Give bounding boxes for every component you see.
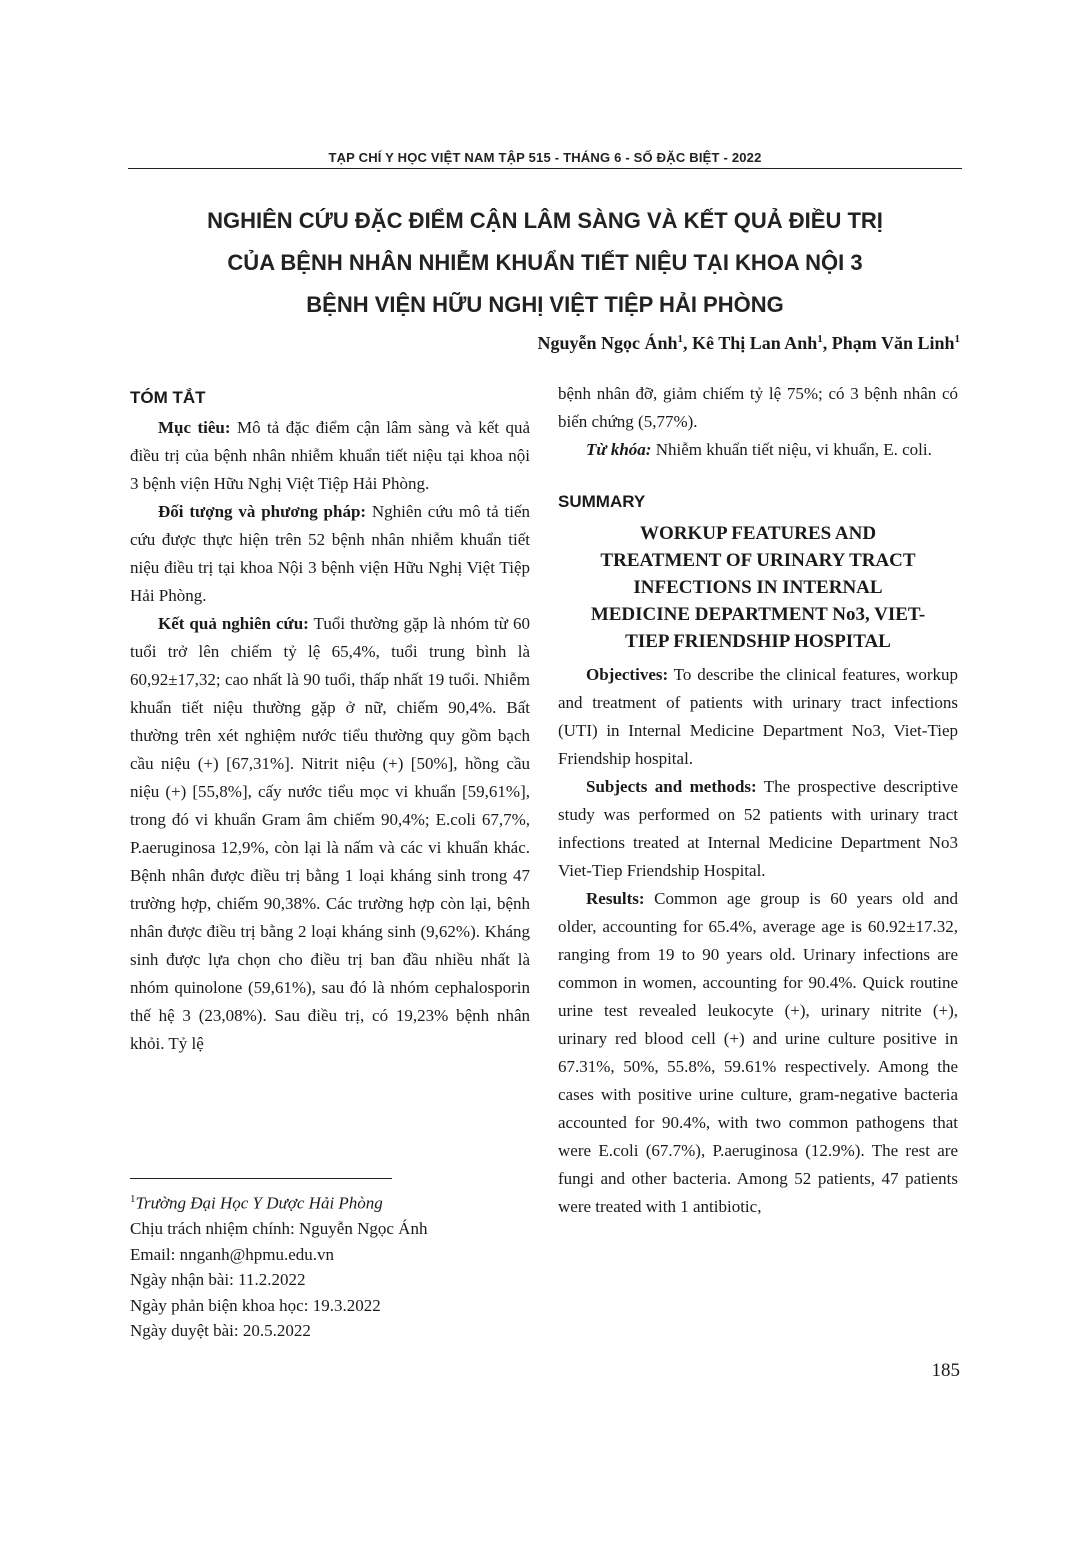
abstract-methods — [130, 498, 530, 610]
results-text: Common age group is 60 years old and older, accounting for 65.4%, average age is 60.92±17.32, ranging from 19 to 90 years old. Urinary infections are common in women, accounting for 90.4%. Quick routine urine test revealed leukocyte (+), urinary nitrite (+), urinary red blood cell (+) and urine culture positive in 67.31%, 50%, 55.8%, 59.61% respectively. Among the cases with positive urine culture, gram-negative bacteria accounted for 90.4%, with two common pathogens that were E.coli (67.7%), P.aeruginosa (12.9%). The rest are fungi and other bacteria. Among 52 patients, 47 patients were treated with 1 antibiotic, — [558, 889, 958, 1216]
abstract-objective — [130, 414, 530, 498]
objective-label: Mục tiêu: — [158, 418, 231, 437]
author-separator: , — [822, 333, 832, 353]
author-affiliation-mark: 1 — [677, 333, 684, 345]
methods-text: The prospective descriptive study was performed on 52 patients with urinary tract infections treated at Internal Medicine Department No3 Viet-Tiep Friendship Hospital. — [558, 777, 958, 880]
summary-heading: SUMMARY — [558, 492, 646, 511]
results-label: Results: — [586, 889, 645, 908]
summary-objectives — [558, 661, 958, 773]
footnote-accepted: Ngày duyệt bài: 20.5.2022 — [130, 1321, 311, 1341]
footnote-affiliation — [130, 1187, 530, 1216]
objective-text: Mô tả đặc điểm cận lâm sàng và kết quả điều trị của bệnh nhân nhiễm khuẩn tiết niệu tại khoa nội 3 bệnh viện Hữu Nghị Việt Tiệp Hải Phòng. — [130, 418, 530, 493]
title-line-1: NGHIÊN CỨU ĐẶC ĐIỂM CẬN LÂM SÀNG VÀ KẾT QUẢ ĐIỀU TRỊ — [207, 208, 883, 233]
abstract-vi-heading: TÓM TẮT — [130, 388, 206, 407]
methods-label: Đối tượng và phương pháp: — [158, 502, 367, 521]
summary-title — [558, 520, 958, 655]
summary-title-line: WORKUP FEATURES AND — [639, 523, 877, 544]
summary-title-line: TIEP FRIENDSHIP HOSPITAL — [625, 631, 891, 652]
abstract-keywords — [558, 436, 958, 464]
header-rule — [128, 168, 962, 169]
left-column — [130, 380, 530, 1058]
summary-results — [558, 885, 958, 1221]
methods-text: Nghiên cứu mô tả tiến cứu được thực hiện trên 52 bệnh nhân nhiễm khuẩn tiết niệu điều trị tại khoa Nội 3 bệnh viện Hữu Nghị Việt Tiệp Hải Phòng. — [130, 502, 530, 605]
affiliation-mark: 1 — [130, 1193, 136, 1205]
author-name: Nguyễn Ngọc Ánh — [537, 333, 678, 353]
summary-methods — [558, 773, 958, 885]
author-separator: , — [683, 333, 693, 353]
journal-header: TẠP CHÍ Y HỌC VIỆT NAM TẬP 515 - THÁNG 6 - SỐ ĐẶC BIỆT - 2022 — [328, 150, 762, 165]
article-title — [128, 200, 962, 326]
footnote-received: Ngày nhận bài: 11.2.2022 — [130, 1270, 306, 1290]
footnote-corresponding: Chịu trách nhiệm chính: Nguyễn Ngọc Ánh — [130, 1219, 428, 1239]
summary-title-line: TREATMENT OF URINARY TRACT — [600, 550, 916, 571]
keywords-text: Nhiễm khuẩn tiết niệu, vi khuẩn, E. coli. — [651, 440, 932, 459]
summary-title-line: INFECTIONS IN INTERNAL — [633, 577, 883, 598]
author-affiliation-mark: 1 — [817, 333, 823, 345]
footnote-email: Email: nnganh@hpmu.edu.vn — [130, 1244, 335, 1264]
summary-title-line: MEDICINE DEPARTMENT No3, VIET- — [590, 604, 926, 625]
results-text: Tuổi thường gặp là nhóm từ 60 tuổi trở lên chiếm tỷ lệ 65,4%, tuổi trung bình là 60,92±17,32; cao nhất là 90 tuổi, thấp nhất 19 tuổi. Nhiễm khuẩn tiết niệu thường gặp ở nữ, chiếm 90,4%. Bất thường trên xét nghiệm nước tiểu thường quy gồm bạch cầu niệu (+) [67,31%]. Nitrit niệu (+) [50%], hồng cầu niệu (+) [55,8%], cấy nước tiểu mọc vi khuẩn [59,61%], trong đó vi khuẩn Gram âm chiếm 90,4%; E.coli 67,7%, P.aeruginosa 12,9%, còn lại là nấm và các vi khuẩn khác. Bệnh nhân được điều trị bằng 1 loại kháng sinh trong 47 trường hợp, chiếm 90,38%. Các trường hợp còn lại, bệnh nhân được điều trị bằng 2 loại kháng sinh (9,62%). Kháng sinh được lựa chọn cho điều trị ban đầu nhiều nhất là nhóm quinolone (59,61%), sau đó là nhóm cephalosporin thế hệ 3 (23,08%). Sau điều trị, có 19,23% bệnh nhân khỏi. Tỷ lệ — [130, 614, 530, 1053]
footnotes — [130, 1178, 530, 1344]
objectives-label: Objectives: — [586, 665, 669, 684]
author-name: Phạm Văn Linh — [831, 333, 955, 353]
abstract-results — [130, 610, 530, 1058]
affiliation-text: Trường Đại Học Y Dược Hải Phòng — [135, 1193, 383, 1213]
author-name: Kê Thị Lan Anh — [692, 333, 818, 353]
results-label: Kết quả nghiên cứu: — [158, 614, 309, 633]
authors — [538, 333, 960, 354]
author-affiliation-mark: 1 — [954, 333, 960, 345]
title-line-2: CỦA BỆNH NHÂN NHIỄM KHUẨN TIẾT NIỆU TẠI KHOA NỘI 3 — [227, 250, 863, 275]
footnote-reviewed: Ngày phản biện khoa học: 19.3.2022 — [130, 1295, 381, 1315]
page-number: 185 — [931, 1360, 960, 1381]
abstract-results-continued: bệnh nhân đỡ, giảm chiếm tỷ lệ 75%; có 3 bệnh nhân có biến chứng (5,77%). — [558, 384, 958, 431]
right-column — [558, 380, 958, 1221]
objectives-text: To describe the clinical features, workup and treatment of patients with urinary tract infections (UTI) in Internal Medicine Department No3, Viet-Tiep Friendship hospital. — [558, 665, 958, 768]
methods-label: Subjects and methods: — [586, 777, 757, 796]
title-line-3: BỆNH VIỆN HỮU NGHỊ VIỆT TIỆP HẢI PHÒNG — [306, 292, 784, 317]
keywords-label: Từ khóa: — [586, 440, 652, 459]
